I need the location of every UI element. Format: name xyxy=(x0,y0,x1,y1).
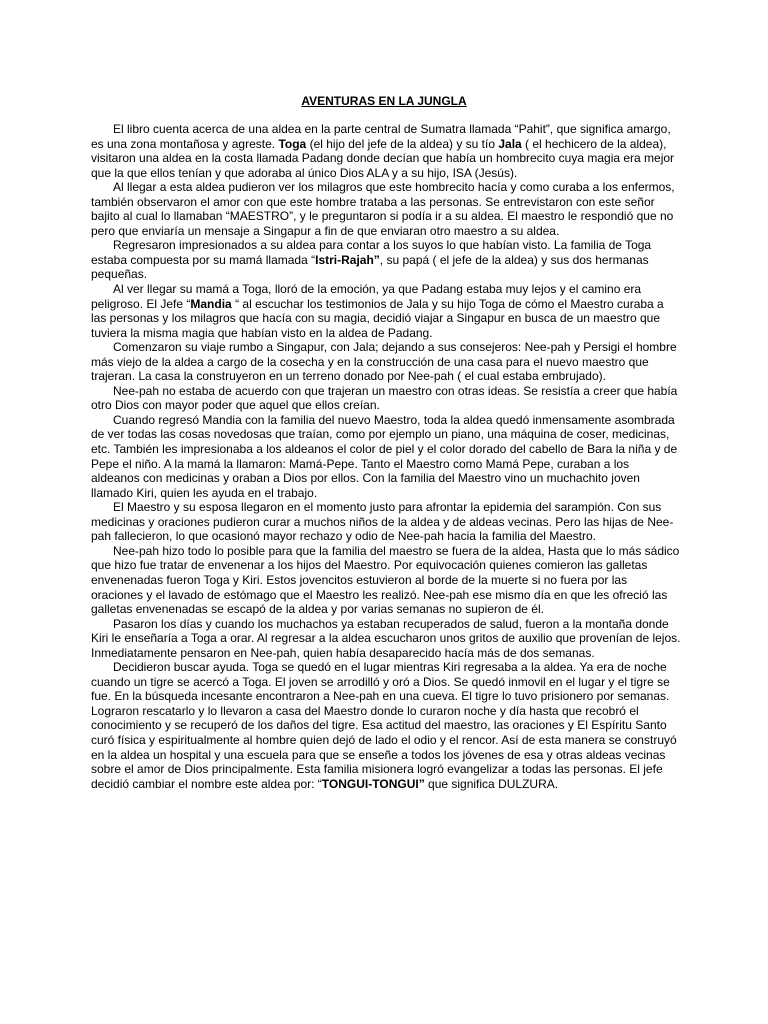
text-run: Nee-pah hizo todo lo posible para que la familia del maestro se fuera de la aldea, Hasta que lo más sádico que hizo fue tratar de envenenar a los hijos del Maestro. Por equivocación quienes comieron las galletas envenenadas fueron Toga y Kiri. Estos jovencitos estuvieron al borde de la muerte si no fuera por las oraciones y el lavado de estómago que el Maestro les realizó. Nee-pah ese mismo día en que les ofreció las galletas envenenadas se escapó de la aldea y por varias semanas no supieron de él. xyxy=(91,543,680,617)
text-run: Nee-pah no estaba de acuerdo con que trajeran un maestro con otras ideas. Se resistía a creer que había otro Dios con mayor poder que aquel que ellos creían. xyxy=(91,383,678,413)
paragraph xyxy=(91,282,681,340)
bold-text: Toga xyxy=(278,136,307,151)
paragraph xyxy=(91,660,681,791)
text-run: Pasaron los días y cuando los muchachos ya estaban recuperados de salud, fueron a la montaña donde Kiri le enseñaría a Toga a orar. Al regresar a la aldea escucharon unos gritos de auxilio que provenían de lejos. Inmediatamente pensaron en Nee-pah, quien había desaparecido hacía más de dos semanas. xyxy=(91,616,681,660)
bold-text: Mandia xyxy=(190,296,232,311)
document-body xyxy=(91,122,681,791)
text-run: El libro cuenta acerca de una aldea en la parte central de Sumatra llamada “Pahit”, que significa amargo, es una zona montañosa y agreste. xyxy=(91,122,671,151)
paragraph xyxy=(91,617,681,661)
text-run: Regresaron impresionados a su aldea para contar a los suyos lo que habían visto. La familia de Toga estaba compuesta por su mamá llamada “ xyxy=(91,238,652,267)
bold-text: Istri-Rajah” xyxy=(315,252,380,267)
paragraph xyxy=(91,384,681,413)
paragraph xyxy=(91,340,681,384)
text-run: ( el hechicero de la aldea), visitaron una aldea en la costa llamada Padang donde decían que había un hombrecito cuya magia era mejor que la que ellos tenían y que adoraba al único Dios ALA y a su hijo, ISA (Jesús). xyxy=(91,136,675,180)
text-run: El Maestro y su esposa llegaron en el momento justo para afrontar la epidemia del sarampión. Con sus medicinas y oraciones pudieron curar a muchos niños de la aldea y de aldeas vecinas. Pero las hijas de Nee-pah fallecieron, lo que ocasionó mayor rechazo y odio de Nee-pah hacia la familia del Maestro. xyxy=(91,500,674,544)
text-run: que significa DULZURA. xyxy=(424,776,559,791)
text-run: “ al escuchar los testimonios de Jala y su hijo Toga de cómo el Maestro curaba a las personas y los milagros que hacía con su magia, decidió viajar a Singapur en busca de un maestro que tuviera la misma magia que habían visto en la aldea de Padang. xyxy=(91,296,664,340)
paragraph xyxy=(91,413,681,500)
paragraph xyxy=(91,544,681,617)
text-run: Al ver llegar su mamá a Toga, lloró de la emoción, ya que Padang estaba muy lejos y el camino era peligroso. El Jefe “ xyxy=(91,282,642,311)
text-run: Comenzaron su viaje rumbo a Singapur, con Jala; dejando a sus consejeros: Nee-pah y Persigi el hombre más viejo de la aldea a cargo de la cosecha y en la construcción de una casa para el nuevo maestro que trajeran. La casa la construyeron en un terreno donado por Nee-pah ( el cual estaba embrujado). xyxy=(91,340,677,384)
paragraph xyxy=(91,238,681,282)
text-run: Decidieron buscar ayuda. Toga se quedó en el lugar mientras Kiri regresaba a la aldea. Ya era de noche cuando un tigre se acercó a Toga. El joven se arrodilló y oró a Dios. Se quedó inmovil en el lugar y el tigre se fue. En la búsqueda incesante encontraron a Nee-pah en una cueva. El tigre lo tuvo prisionero por semanas. Lograron rescatarlo y lo llevaron a casa del Maestro donde lo curaron noche y día hasta que recobró el conocimiento y se recuperó de los daños del tigre. Esa actitud del maestro, las oraciones y El Espíritu Santo curó física y espiritualmente al hombre quien dejó de lado el odio y el rencor. Así de esta manera se construyó en la aldea un hospital y una escuela para que se enseñe a todos los jóvenes de esa y otras aldeas vecinas sobre el amor de Dios principalmente. Esta familia misionera logró evangelizar a todas las personas. El jefe decidió cambiar el nombre este aldea por: “ xyxy=(91,660,677,791)
text-run: Al llegar a esta aldea pudieron ver los milagros que este hombrecito hacía y como curaba a los enfermos, también observaron el amor con que este hombre trataba a las personas. Se entrevistaron con este señor bajito al cual lo llamaban “MAESTRO”, y le preguntaron si podía ir a su aldea. El maestro le respondió que no pero que enviaría un mensaje a Singapur a fin de que enviaran otro maestro a su aldea. xyxy=(91,180,675,238)
text-run: Cuando regresó Mandia con la familia del nuevo Maestro, toda la aldea quedó inmensamente asombrada de ver todas las cosas novedosas que traían, como por ejemplo un piano, una máquina de coser, medicinas, etc. También les impresionaba a los aldeanos el color de piel y el color dorado del cabello de Bara la niña y de Pepe el niño. A la mamá la llamaron: Mamá-Pepe. Tanto el Maestro como Mamá Pepe, curaban a los aldeanos con medicinas y oraban a Dios por ellos. Con la familia del Maestro vino un muchachito joven llamado Kiri, quien les ayuda en el trabajo. xyxy=(91,412,678,500)
document-title: AVENTURAS EN LA JUNGLA xyxy=(301,94,467,108)
paragraph xyxy=(91,122,681,180)
paragraph xyxy=(91,180,681,238)
text-run: (el hijo del jefe de la aldea) y su tío xyxy=(306,136,499,151)
paragraph xyxy=(91,500,681,544)
text-run: , su papá ( el jefe de la aldea) y sus dos hermanas pequeñas. xyxy=(91,252,649,282)
bold-text: Jala xyxy=(498,136,522,151)
bold-text: TONGUI-TONGUI” xyxy=(321,776,425,791)
